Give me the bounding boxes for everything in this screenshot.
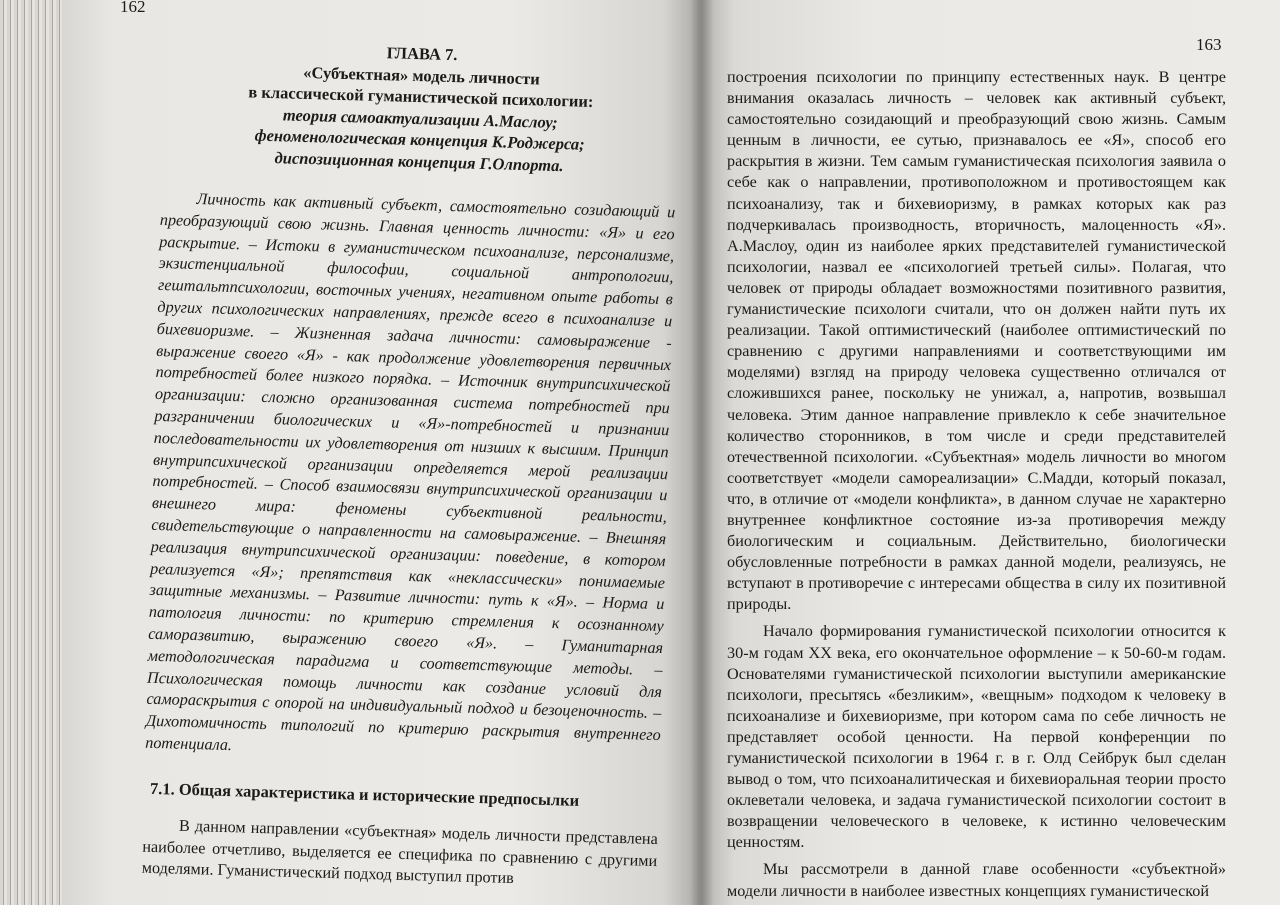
book-gutter	[690, 0, 714, 905]
chapter-heading: ГЛАВА 7.	[386, 43, 458, 65]
body-paragraph: построения психологии по принципу естественных наук. В центре внимания оказалась личность – человек как активный субъект, самостоятельно созидающий и преобразующий свою жизнь. Самым ценным в личности, ее сутью, признавалось ее «Я», способ его раскрытия в жизни. Тем самым гуманистическая психология заявила о себе как о направлении, противоположном и противостоящем как психоанализу, так и бихевиоризму, в рамках которых как раз подчеркивалась производность, вторичность, малоценность «Я». А.Маслоу, один из наиболее ярких представителей гуманистической психологии, назвал ее «психологией третьей силы». Полагая, что человек от природы обладает возможностями позитивного развития, гуманистические психологи считали, что он должен найти путь их реализации. Такой оптимистический (наиболее оптимистический по сравнению с другими направлениями и соответствующими им моделями) взгляд на природу человека существенно отличался от сложившихся ранее, поскольку не унижал, а, напротив, возвышал человека. Этим данное направление привлекло к себе значительное количество сторонников, в том числе и среди представителей отечественной психологии. «Субъектная» модель личности во многом соответствует «модели самореализации» С.Мадди, который показал, что, в отличие от «модели конфликта», в данном случае не характерно внутреннее конфликтное состояние из-за противоречия между биологическим и социальным. Действительно, биологически обусловленные потребности в рамках данной модели, реализуясь, не вступают в противоречие с интересами общества в силу их позитивной природы.	[727, 68, 1226, 614]
chapter-subtitle-line: диспозиционная концепция Г.Олпорта.	[274, 147, 564, 175]
right-page-content	[727, 67, 1226, 902]
chapter-title-line: «Субъектная» модель личности	[302, 62, 541, 88]
left-page-content	[141, 36, 679, 894]
right-page-number: 163	[1196, 35, 1222, 54]
page-edges	[0, 0, 70, 905]
body-paragraph: Начало формирования гуманистической психологии относится к 30-м годам XX века, его окончательное оформление – к 50-60-м годам. Основателями гуманистической психологии выступили американские психологи, пресытясь «безликим», «вещным» подходом к человеку в психоанализе и бихевиоризме, при котором сама по себе личность не представляет особой ценности. На первой конференции по гуманистической психологии в 1964 г. в г. Олд Сейбрук был сделан вывод о том, что психоаналитическая и бихевиоральная теории просто оклеветали человека, и задача гуманистической психологии состоит в возвращении человеческого в человеке, к истинно человеческим ценностям.	[727, 622, 1226, 852]
left-page-number: 162	[120, 0, 146, 16]
chapter-title-line: в классической гуманистической психологии:	[248, 82, 594, 111]
body-paragraph: В данном направлении «субъектная» модель личности представлена наиболее отчетливо, выделяется ее специфика по сравнению с другими моделями. Гуманистический подход выступил против	[141, 816, 659, 888]
body-paragraph: Мы рассмотрели в данной главе особенности «субъектной» модели личности в наиболее известных концепциях гуманистической	[727, 860, 1226, 900]
section-title: 7.1. Общая характеристика и исторические предпосылки	[149, 778, 580, 810]
chapter-subtitle-line: феноменологическая концепция К.Роджерса;	[254, 125, 585, 154]
chapter-summary: Личность как активный субъект, самостоятельно созидающий и преобразующий свою жизнь. Главная ценность личности: «Я» и его раскрытие. – Истоки в гуманистическом психоанализе, персонализме, экзистенциальной философии, социальной антропологии, гештальтпсихологии, восточных учениях, негативном опыте работы в других психологических направлениях, прежде всего в психоанализе и бихевиоризме. – Жизненная задача личности: самовыражение - выражение своего «Я» - как продолжение удовлетворения первичных потребностей более низкого порядка. – Источник внутрипсихической организации: сложно организованная система потребностей при разграничении биологических и «Я»-потребностей и признании последовательности их удовлетворения от низших к высшим. Принцип внутрипсихической организации определяется мерой реализации потребностей. – Способ взаимосвязи внутрипсихической организации и внешнего мира: феномены субъективной реальности, свидетельствующие о направленности на самовыражение. – Внешняя реализация внутрипсихической организации: поведение, в котором реализуется «Я»; препятствия как «неклассически» понимаемые защитные механизмы. – Развитие личности: путь к «Я». – Норма и патология личности: по критерию стремления к осознанному саморазвитию, выражению своего «Я». – Гуманитарная методологическая парадигма и соответствующие методы. – Психологическая помощь личности как создание условий для самораскрытия с опорой на индивидуальный подход и безоценочность. – Дихотомичность типологий по критерию раскрытия внутреннего потенциала.	[145, 189, 676, 755]
chapter-subtitle-line: теория самоактуализации А.Маслоу;	[282, 104, 558, 132]
chapter-title	[161, 36, 679, 179]
